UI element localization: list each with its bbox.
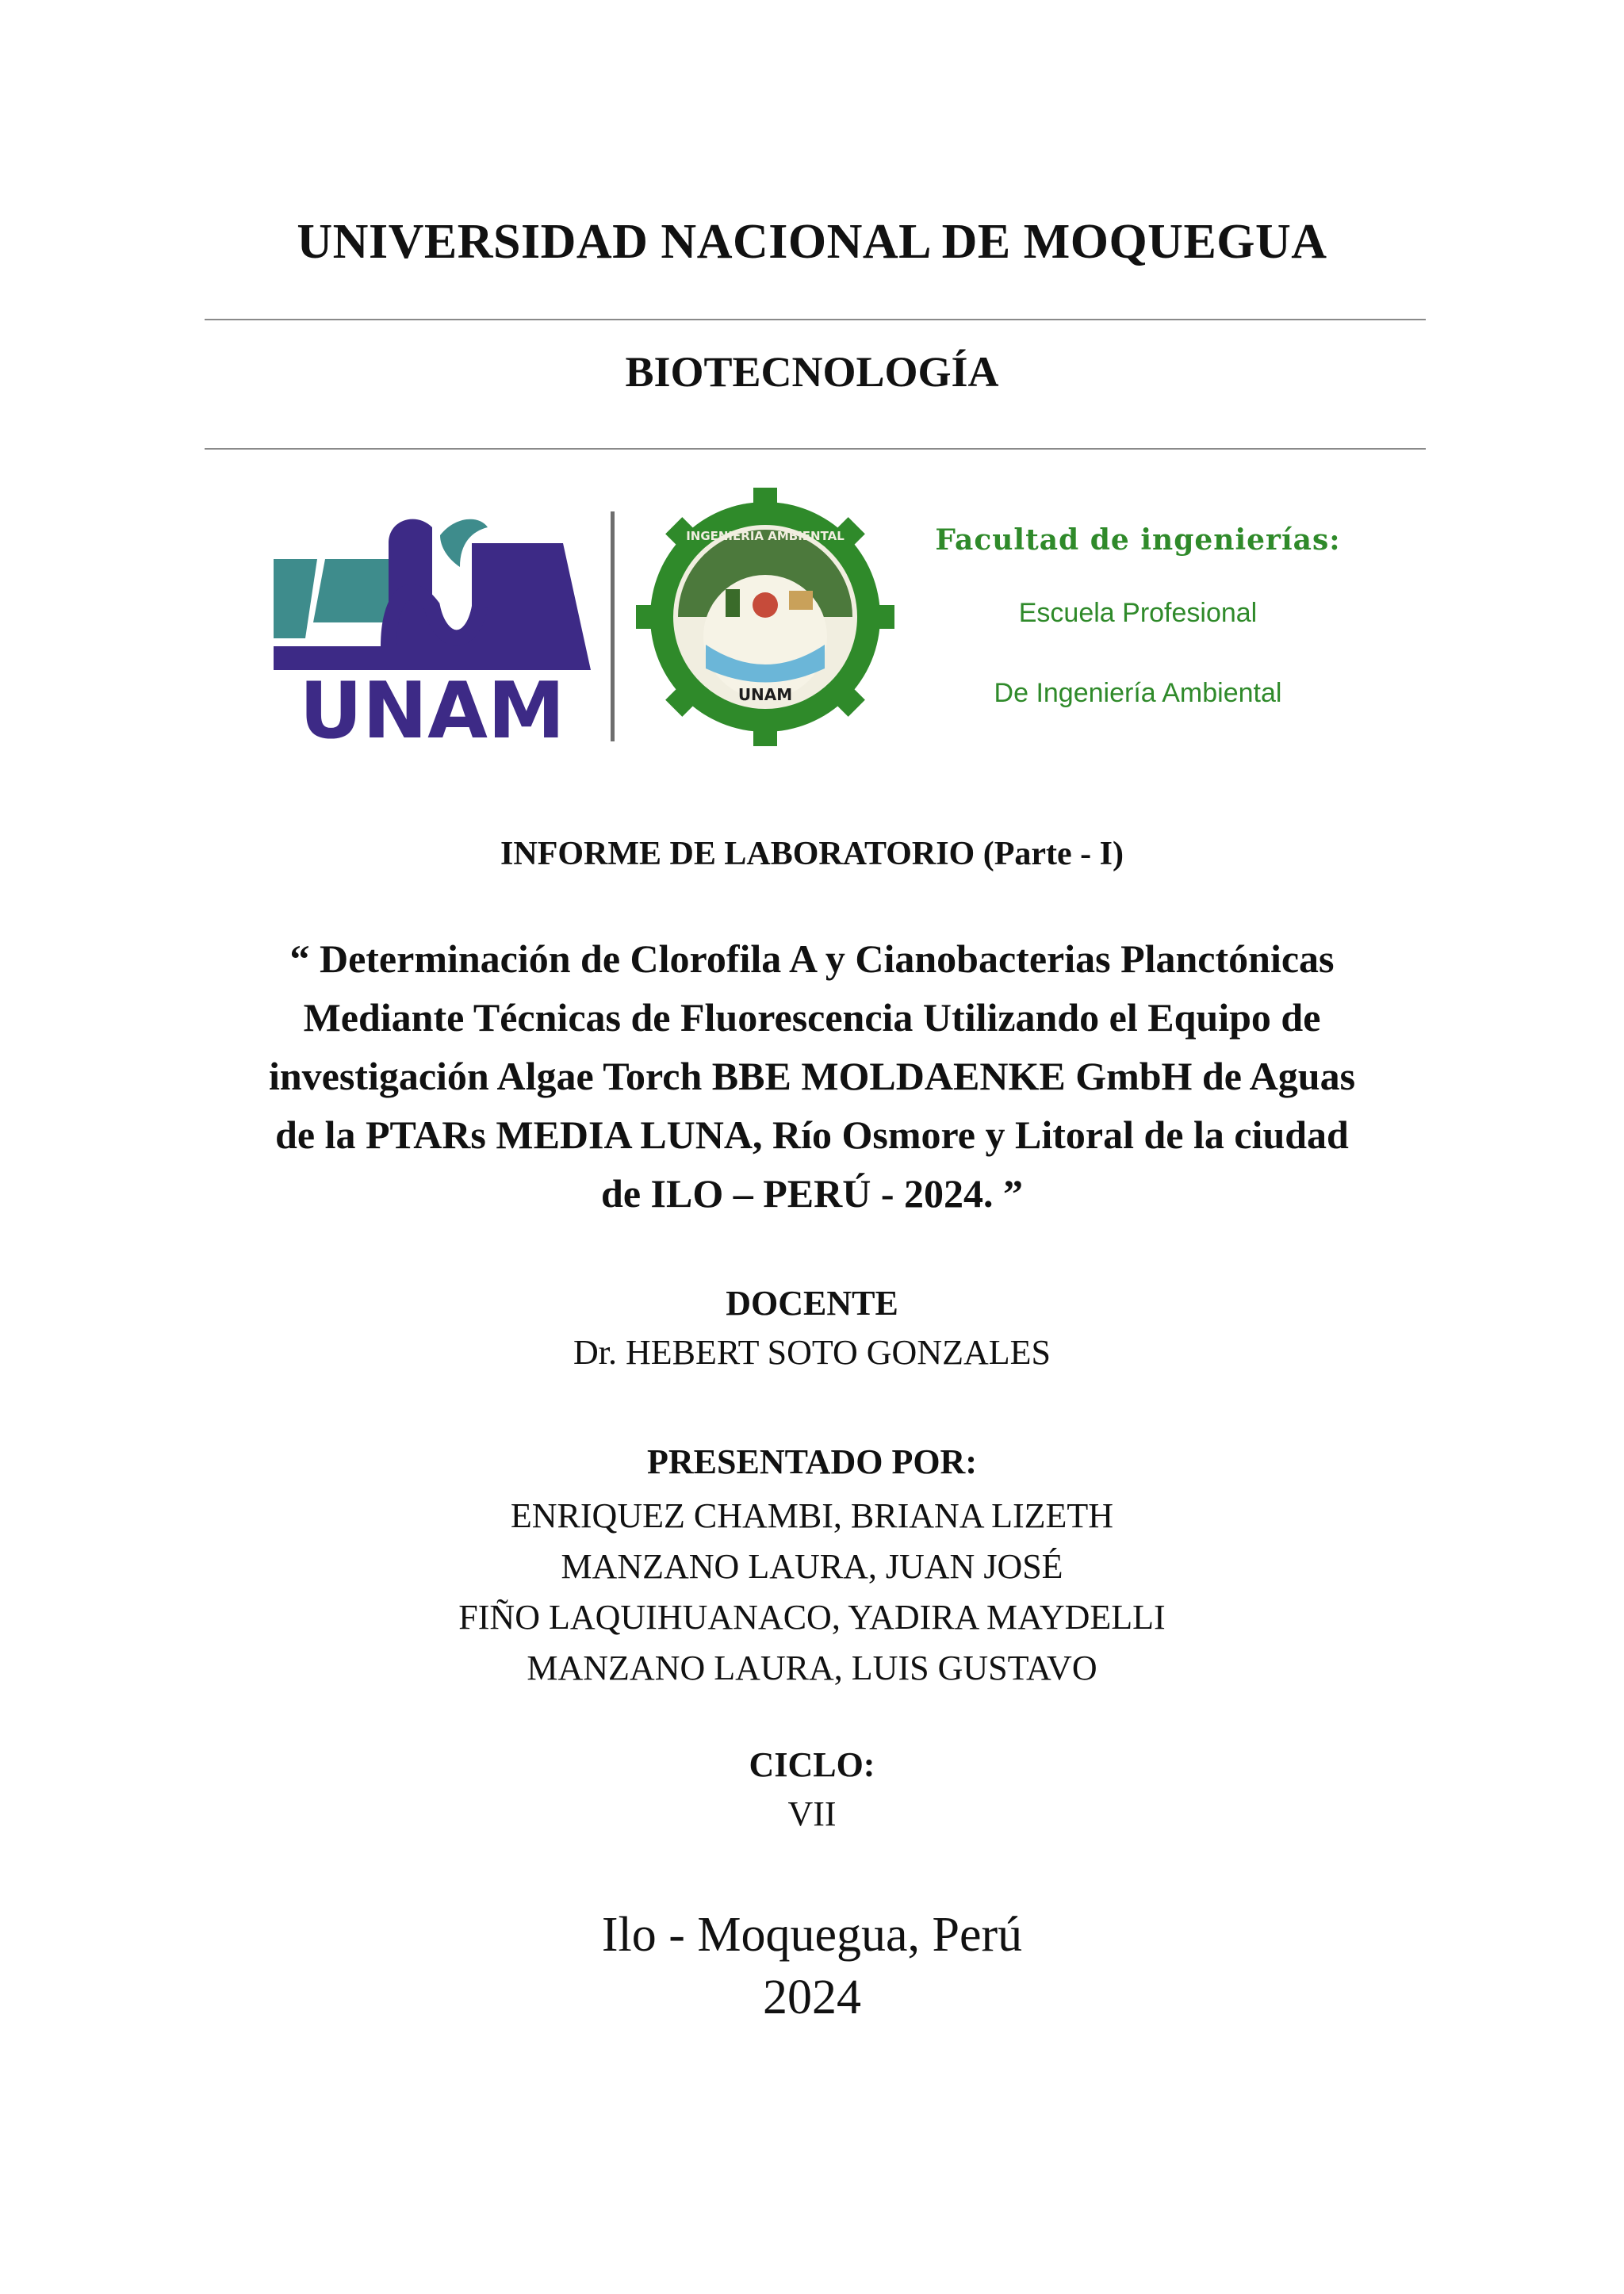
- author-name: MANZANO LAURA, JUAN JOSÉ: [561, 1547, 1063, 1586]
- logo-divider: [611, 511, 615, 741]
- docente-label: DOCENTE: [726, 1284, 898, 1323]
- bottom-divider: [205, 448, 1426, 450]
- report-title-line: “ Determinación de Clorofila A y Cianobacterias Planctónicas: [289, 936, 1335, 981]
- place: Ilo - Moquegua, Perú: [601, 1908, 1023, 1962]
- faculty-program-line: De Ingeniería Ambiental: [994, 678, 1282, 708]
- seal-arc-text: INGENIERIA AMBIENTAL: [686, 529, 845, 543]
- ciclo-value: VII: [787, 1794, 837, 1833]
- seal-bottom-text: UNAM: [737, 685, 793, 704]
- ciclo-label: CICLO:: [749, 1745, 875, 1784]
- faculty-block: [920, 523, 1356, 709]
- university-name: UNIVERSIDAD NACIONAL DE MOQUEGUA: [297, 215, 1327, 269]
- report-title-line: de ILO – PERÚ - 2024. ”: [601, 1171, 1023, 1216]
- report-title-line: investigación Algae Torch BBE MOLDAENKE GmbH de Aguas: [268, 1054, 1356, 1098]
- engineering-seal: [634, 486, 896, 748]
- presentado-label: PRESENTADO POR:: [647, 1442, 977, 1481]
- unam-logo: [270, 511, 595, 741]
- author-name: MANZANO LAURA, LUIS GUSTAVO: [527, 1649, 1097, 1687]
- report-title-line: Mediante Técnicas de Fluorescencia Utilizando el Equipo de: [303, 995, 1321, 1040]
- docente-name: Dr. HEBERT SOTO GONZALES: [573, 1333, 1051, 1372]
- report-title: [190, 929, 1434, 1223]
- report-label: INFORME DE LABORATORIO (Parte - I): [500, 836, 1124, 872]
- authors-list: [0, 1491, 1624, 1694]
- report-title-line: de la PTARs MEDIA LUNA, Río Osmore y Litoral de la ciudad: [275, 1113, 1349, 1157]
- logos-row: [262, 480, 1372, 753]
- unam-logo-text: UNAM: [299, 666, 565, 741]
- year: 2024: [763, 1970, 861, 2024]
- top-divider: [205, 319, 1426, 320]
- career-name: BIOTECNOLOGÍA: [625, 348, 999, 396]
- author-name: ENRIQUEZ CHAMBI, BRIANA LIZETH: [510, 1496, 1114, 1535]
- author-name: FIÑO LAQUIHUANACO, YADIRA MAYDELLI: [458, 1598, 1166, 1637]
- faculty-school-line: Escuela Profesional: [1018, 598, 1258, 628]
- faculty-title: Facultad de ingenierías:: [935, 523, 1341, 557]
